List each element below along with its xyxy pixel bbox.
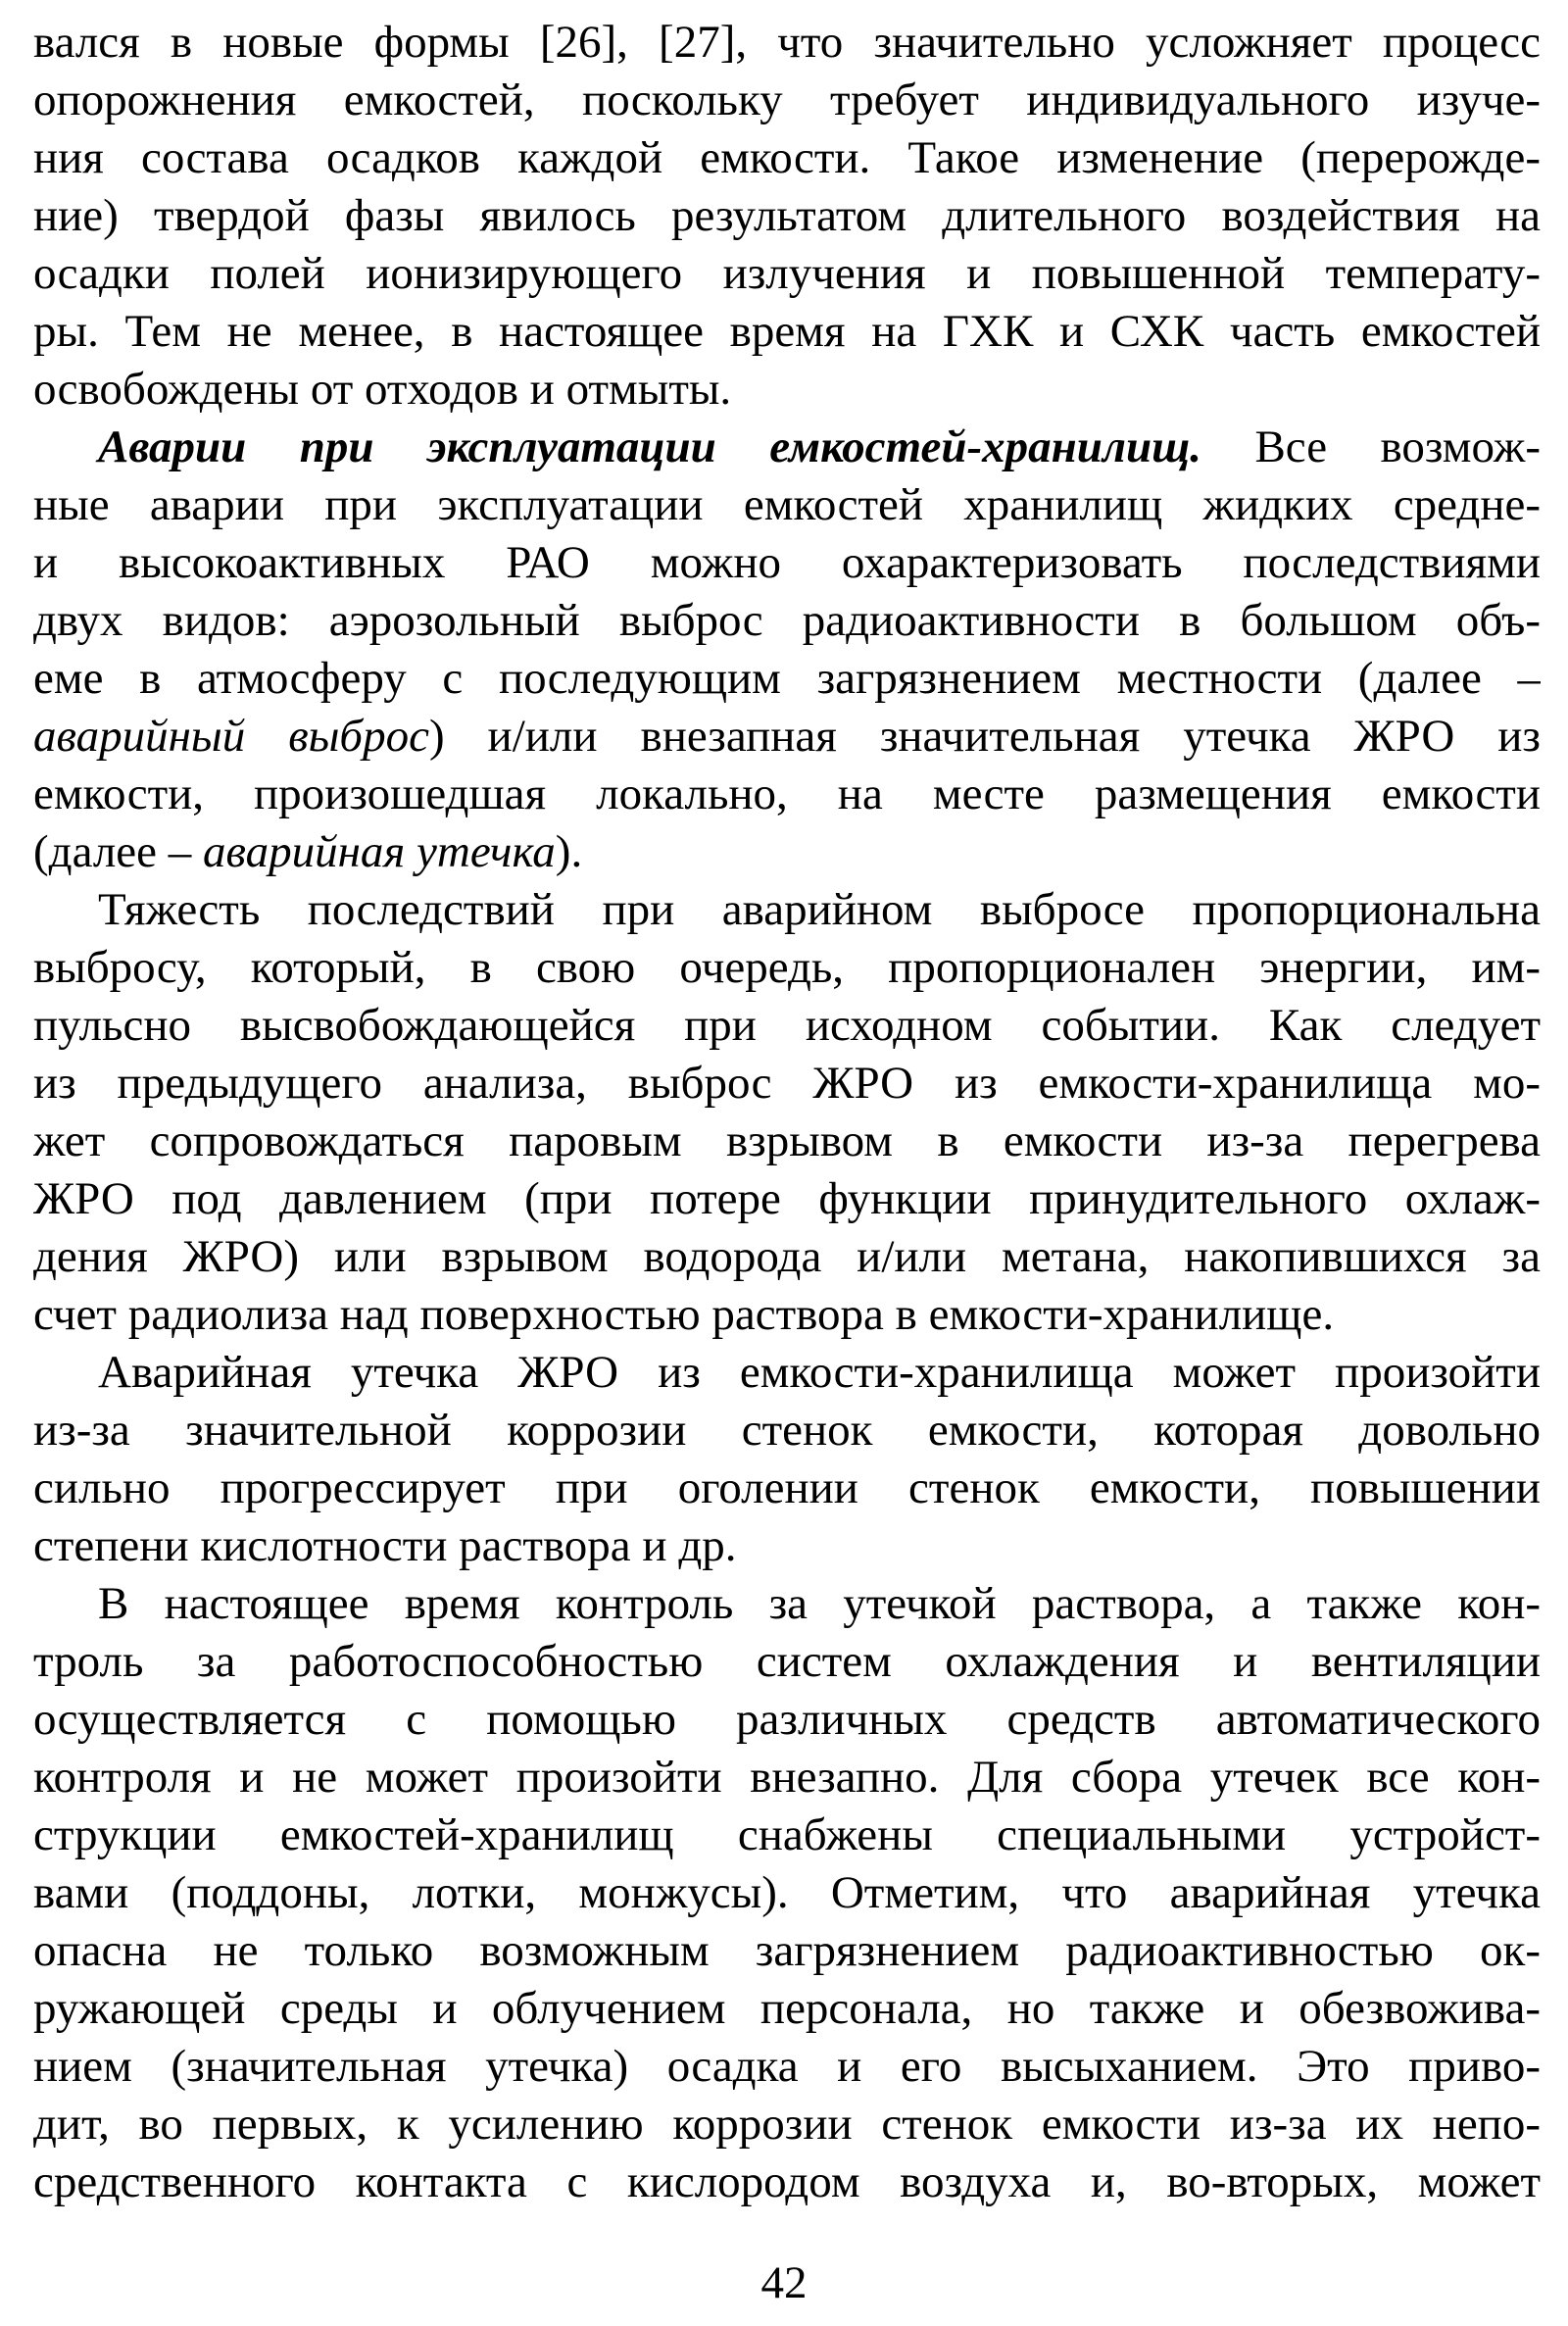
italic-term: аварийная утечка <box>203 826 556 877</box>
text-line <box>33 997 1541 1055</box>
text-run: контроля и не может произойти внезапно. Для сбора утечек все кон- <box>33 1752 1541 1803</box>
text-line <box>33 1806 1541 1864</box>
text-run: (далее – <box>33 826 204 877</box>
text-line <box>33 1460 1541 1517</box>
text-run: Аварийная утечка ЖРО из емкости-хранилища может произойти <box>98 1347 1541 1398</box>
text-run: из предыдущего анализа, выброс ЖРО из емкости-хранилища мо- <box>33 1058 1541 1109</box>
section-run-in-heading: Аварии при эксплуатации емкостей-хранилищ. <box>98 421 1202 472</box>
text-run: степени кислотности раствора и др. <box>33 1520 737 1571</box>
text-run: освобождены от отходов и отмыты. <box>33 364 732 415</box>
text-run: ЖРО под давлением (при потере функции принудительного охлаж- <box>33 1173 1541 1224</box>
text-line <box>33 1228 1541 1286</box>
text-run: еме в атмосферу с последующим загрязнением местности (далее – <box>33 653 1541 704</box>
body-text <box>33 14 1541 2211</box>
text-line <box>33 650 1541 708</box>
text-line <box>33 361 1541 419</box>
text-line <box>33 1749 1541 1806</box>
text-run: и высокоактивных РАО можно охарактеризовать последствиями <box>33 537 1541 588</box>
text-line <box>33 1517 1541 1575</box>
text-line <box>33 14 1541 72</box>
text-run: ния состава осадков каждой емкости. Такое изменение (перерожде- <box>33 132 1541 183</box>
text-line <box>33 1575 1541 1633</box>
text-line <box>33 2153 1541 2211</box>
text-line <box>33 1344 1541 1402</box>
text-line <box>33 129 1541 187</box>
text-run: дения ЖРО) или взрывом водорода и/или метана, накопившихся за <box>33 1231 1541 1282</box>
text-line <box>33 881 1541 939</box>
text-line <box>33 1691 1541 1749</box>
text-line <box>33 939 1541 997</box>
paragraph <box>33 1575 1541 2211</box>
text-run: троль за работоспособностью систем охлаждения и вентиляции <box>33 1636 1541 1687</box>
text-run: опасна не только возможным загрязнением радиоактивностью ок- <box>33 1925 1541 1976</box>
text-line <box>33 2096 1541 2153</box>
text-run: двух видов: аэрозольный выброс радиоактивности в большом объ- <box>33 595 1541 646</box>
text-line <box>33 1170 1541 1228</box>
text-run: ружающей среды и облучением персонала, но также и обезвожива- <box>33 1983 1541 2034</box>
text-line <box>33 245 1541 303</box>
text-line <box>33 534 1541 592</box>
text-run: пульсно высвобождающейся при исходном событии. Как следует <box>33 1000 1541 1051</box>
text-run: емкости, произошедшая локально, на месте размещения емкости <box>33 768 1541 819</box>
text-line <box>33 1633 1541 1691</box>
text-run: средственного контакта с кислородом воздуха и, во-вторых, может <box>33 2156 1541 2207</box>
text-run: выбросу, который, в свою очередь, пропорционален энергии, им- <box>33 942 1541 993</box>
text-line <box>33 592 1541 650</box>
italic-term: аварийный выброс <box>33 711 429 762</box>
text-line <box>33 72 1541 129</box>
text-run: вался в новые формы [26], [27], что значительно усложняет процесс <box>33 17 1541 68</box>
text-line <box>33 303 1541 361</box>
paragraph <box>33 881 1541 1344</box>
text-line <box>33 1980 1541 2038</box>
text-line <box>33 708 1541 766</box>
text-run: жет сопровождаться паровым взрывом в емкости из-за перегрева <box>33 1115 1541 1166</box>
text-line <box>33 187 1541 245</box>
paragraph <box>33 419 1541 881</box>
text-run: ние) твердой фазы явилось результатом длительного воздействия на <box>33 190 1541 241</box>
text-run: ные аварии при эксплуатации емкостей хранилищ жидких средне- <box>33 479 1541 530</box>
text-run: дит, во первых, к усилению коррозии стенок емкости из-за их непо- <box>33 2099 1541 2150</box>
text-run: В настоящее время контроль за утечкой раствора, а также кон- <box>98 1578 1541 1629</box>
text-line <box>33 1864 1541 1922</box>
text-line <box>33 1055 1541 1113</box>
text-line <box>33 419 1541 476</box>
text-line <box>33 1286 1541 1344</box>
text-run: из-за значительной коррозии стенок емкости, которая довольно <box>33 1405 1541 1456</box>
paragraph <box>33 1344 1541 1575</box>
text-run: вами (поддоны, лотки, монжусы). Отметим, что аварийная утечка <box>33 1867 1541 1918</box>
page-number: 42 <box>760 2257 808 2308</box>
text-run: Все возмож- <box>1201 421 1541 472</box>
text-run: осадки полей ионизирующего излучения и повышенной температу- <box>33 248 1541 299</box>
text-line <box>33 823 1541 881</box>
text-run: нием (значительная утечка) осадка и его высыханием. Это приво- <box>33 2041 1541 2092</box>
text-line <box>33 476 1541 534</box>
text-run: ) и/или внезапная значительная утечка ЖРО из <box>428 711 1541 762</box>
text-run: сильно прогрессирует при оголении стенок емкости, повышении <box>33 1462 1541 1513</box>
paragraph <box>33 14 1541 419</box>
text-run: ры. Тем не менее, в настоящее время на ГХК и СХК часть емкостей <box>33 306 1541 357</box>
text-line <box>33 766 1541 823</box>
text-line <box>33 1402 1541 1460</box>
text-line <box>33 2038 1541 2096</box>
text-line <box>33 1113 1541 1170</box>
text-run: ). <box>555 826 583 877</box>
document-page <box>33 14 1541 2211</box>
text-run: струкции емкостей-хранилищ снабжены специальными устройст- <box>33 1809 1541 1860</box>
text-run: Тяжесть последствий при аварийном выбросе пропорциональна <box>98 884 1541 935</box>
text-run: опорожнения емкостей, поскольку требует индивидуального изуче- <box>33 74 1541 125</box>
text-run: счет радиолиза над поверхностью раствора в емкости-хранилище. <box>33 1289 1335 1340</box>
text-run: осуществляется с помощью различных средств автоматического <box>33 1694 1541 1745</box>
text-line <box>33 1922 1541 1980</box>
